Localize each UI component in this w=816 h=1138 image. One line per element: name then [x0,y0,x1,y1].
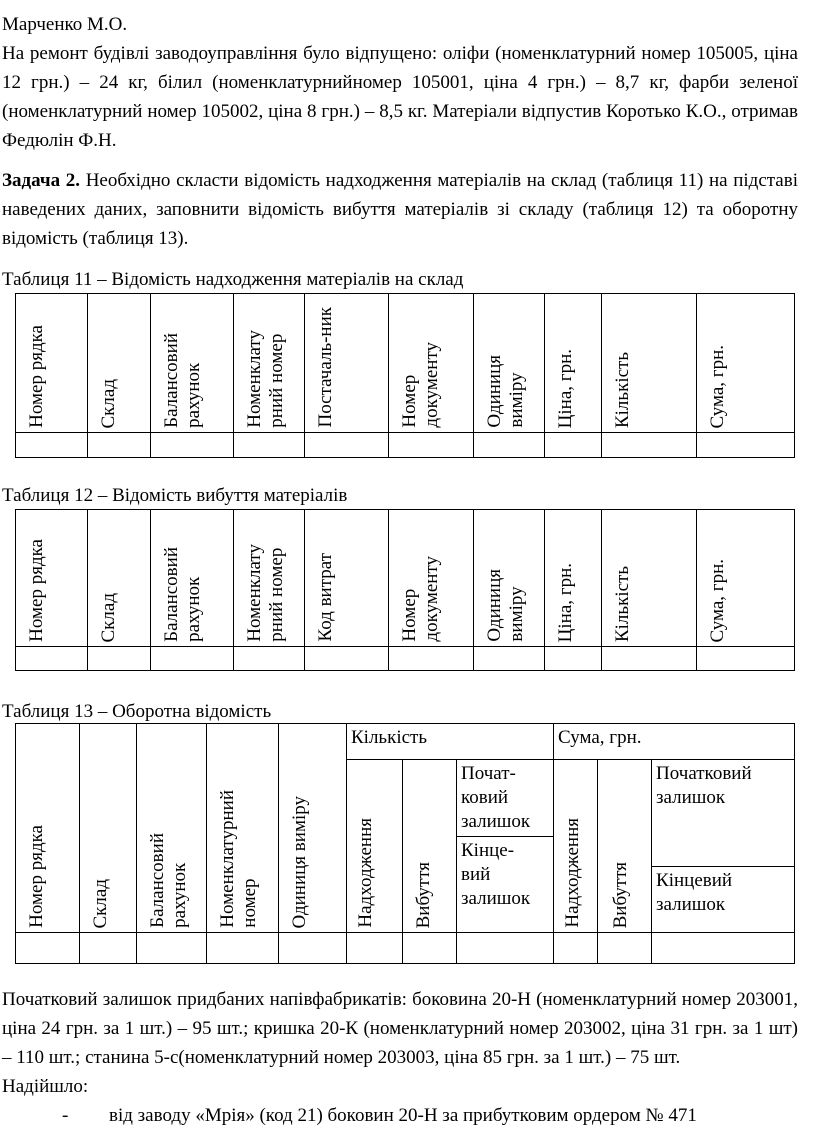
table-cell [151,647,234,671]
table-cell [234,647,305,671]
paragraph-task1: На ремонт будівлі заводоуправління було відпущено: оліфи (номенклатурний номер 105005, ціна 12 грн.) – 24 кг, білил (номенклатурнийномер 105001, ціна 4 грн.) – 8,7 кг, фарби зеленої (номенклатурний номер 105002, ціна 8 грн.) – 8,5 кг. Матеріали відпустив Коротько К.О., отримав Федюлін Ф.Н. [2,43,798,151]
table12-header-5: Номер документу [389,510,474,647]
table12-header-3: Номенклату рний номер [234,510,305,647]
t13-h-warehouse: Склад [80,724,137,933]
t13-h-qty-start: Почат- ковий залишок [457,760,554,837]
table12-header-0: Номер рядка [16,510,88,647]
table-cell [279,933,347,964]
table11-header-2: Балансовий рахунок [151,294,234,433]
table11-header-8: Кількість [602,294,697,433]
t13-h-sum-in: Надходження [554,760,598,933]
table-cell [207,933,279,964]
t13-h-sum-start: Початковий залишок [652,760,795,867]
table11-header-9: Сума, грн. [697,294,795,433]
table-cell [474,647,545,671]
table12-caption: Таблиця 12 – Відомість вибуття матеріалів [2,485,348,506]
table-cell [697,433,795,458]
table11-caption: Таблиця 11 – Відомість надходження матеріалів на склад [2,269,464,290]
author-line: Марченко М.О. [2,14,128,35]
table12-header-1: Склад [88,510,151,647]
table12-header-6: Одиниця виміру [474,510,545,647]
table12-header-9: Сума, грн. [697,510,795,647]
t13-h-sum-end: Кінцевий залишок [652,867,795,933]
table-cell [389,647,474,671]
bullet-item: від заводу «Мрія» (код 21) боковин 20-Н за прибутковим ордером № 471 [109,1105,697,1126]
table-row [16,933,795,964]
table12-header-8: Кількість [602,510,697,647]
table11 [15,293,795,458]
table-cell [16,433,88,458]
table-cell [137,933,207,964]
table-cell [389,433,474,458]
table12-header-4: Код витрат [305,510,389,647]
t13-h-balance-account: Балансовий рахунок [137,724,207,933]
paragraph-initial-balance: Початковий залишок придбаних напівфабрикатів: боковина 20-Н (номенклатурний номер 203001, ціна 24 грн. за 1 шт.) – 95 шт.; кришка 20-К (номенклатурний номер 203002, ціна 31 грн. за 1 шт) – 110 шт.; станина 5-с(номенклатурний номер 203003, ціна 85 грн. за 1 шт.) – 75 шт. [2,989,798,1068]
t13-h-qty-in: Надходження [347,760,403,933]
table13-caption: Таблиця 13 – Оборотна відомість [2,701,272,722]
t13-h-sum: Сума, грн. [554,724,795,760]
table12-header-7: Ціна, грн. [545,510,602,647]
table-cell [652,933,795,964]
paragraph-task2 [2,166,798,253]
t13-h-row-number: Номер рядка [16,724,80,933]
table-cell [234,433,305,458]
table12-header-2: Балансовий рахунок [151,510,234,647]
table-cell [88,647,151,671]
table-cell [80,933,137,964]
table-cell [305,647,389,671]
table-cell [474,433,545,458]
task2-label: Задача 2. [2,170,81,191]
table-cell [457,933,554,964]
table12 [15,509,795,671]
bullet-marker: - [62,1105,69,1126]
table11-header-5: Номер документу [389,294,474,433]
table-cell [88,433,151,458]
table-cell [16,647,88,671]
t13-h-nomenclature: Номенклатурний номер [207,724,279,933]
table11-header-row [16,294,795,433]
table-cell [545,433,602,458]
table-cell [602,647,697,671]
t13-h-unit: Одиниця виміру [279,724,347,933]
table11-header-3: Номенклату рний номер [234,294,305,433]
t13-h-sum-out: Вибуття [598,760,652,933]
t13-h-qty-out: Вибуття [403,760,457,933]
t13-h-qty-end: Кінце- вий залишок [457,837,554,933]
table-cell [602,433,697,458]
table-cell [554,933,598,964]
table-cell [347,933,403,964]
t13-h-quantity: Кількість [347,724,554,760]
table11-header-6: Одиниця виміру [474,294,545,433]
table12-header-row [16,510,795,647]
table-cell [598,933,652,964]
table11-header-0: Номер рядка [16,294,88,433]
table11-header-1: Склад [88,294,151,433]
table-cell [151,433,234,458]
table-row [16,647,795,671]
table-cell [545,647,602,671]
table13 [15,723,795,964]
task2-text: Необхідно скласти відомість надходження матеріалів на склад (таблиця 11) на підставі наведених даних, заповнити відомість вибуття матеріалів зі складу (таблиця 12) та оборотну відомість (таблиця 13). [2,170,798,249]
table-cell [305,433,389,458]
table-row [16,433,795,458]
table-cell [403,933,457,964]
table-cell [16,933,80,964]
table11-header-4: Постачаль-ник [305,294,389,433]
table11-header-7: Ціна, грн. [545,294,602,433]
table-cell [697,647,795,671]
arrived-label: Надійшло: [2,1076,89,1097]
